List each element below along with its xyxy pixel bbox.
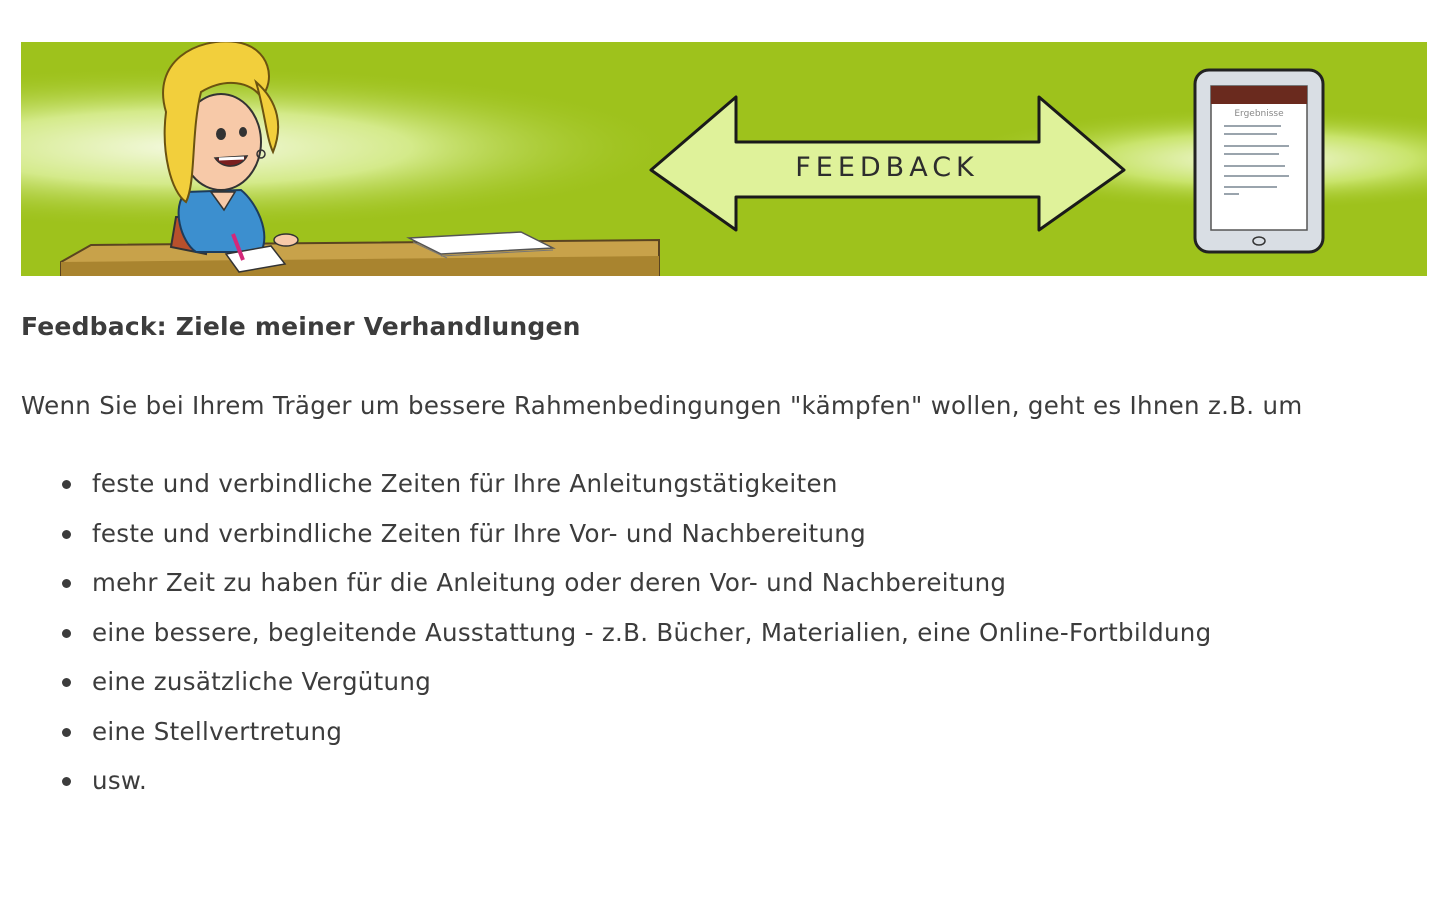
list-item (56, 565, 1212, 615)
list-item-text: feste und verbindliche Zeiten für Ihre Anleitungstätigkeiten (92, 469, 838, 498)
intro-text: Wenn Sie bei Ihrem Träger um bessere Rahmenbedingungen "kämpfen" wollen, geht es Ihnen z.B. um (21, 391, 1303, 420)
bullet-icon (62, 728, 71, 737)
feedback-illustration (21, 42, 1427, 276)
list-item-text: mehr Zeit zu haben für die Anleitung oder deren Vor- und Nachbereitung (92, 568, 1007, 597)
list-item-text: feste und verbindliche Zeiten für Ihre Vor- und Nachbereitung (92, 518, 866, 548)
list-item-text: usw. (92, 766, 148, 795)
bullet-icon (62, 530, 71, 539)
page-title: Feedback: Ziele meiner Verhandlungen (21, 312, 581, 341)
feedback-arrow-label: FEEDBACK (795, 152, 979, 183)
list-item-text: eine zusätzliche Vergütung (92, 667, 432, 696)
bullet-icon (62, 678, 71, 687)
list-item (56, 466, 1212, 516)
list-item (56, 516, 1212, 566)
bullet-icon (62, 579, 71, 588)
bullet-icon (62, 480, 71, 489)
feedback-banner (21, 42, 1427, 276)
list-item (56, 763, 1212, 813)
bullet-icon (62, 629, 71, 638)
goals-list (56, 466, 1212, 813)
tablet-icon (1195, 70, 1323, 252)
list-item (56, 615, 1212, 665)
tablet-title: Ergebnisse (1234, 109, 1284, 119)
list-item-text: eine bessere, begleitende Ausstattung - z.B. Bücher, Materialien, eine Online-Fortbildung (92, 617, 1212, 647)
bullet-icon (62, 777, 71, 786)
list-item-text: eine Stellvertretung (92, 716, 343, 746)
list-item (56, 664, 1212, 714)
list-item (56, 714, 1212, 764)
